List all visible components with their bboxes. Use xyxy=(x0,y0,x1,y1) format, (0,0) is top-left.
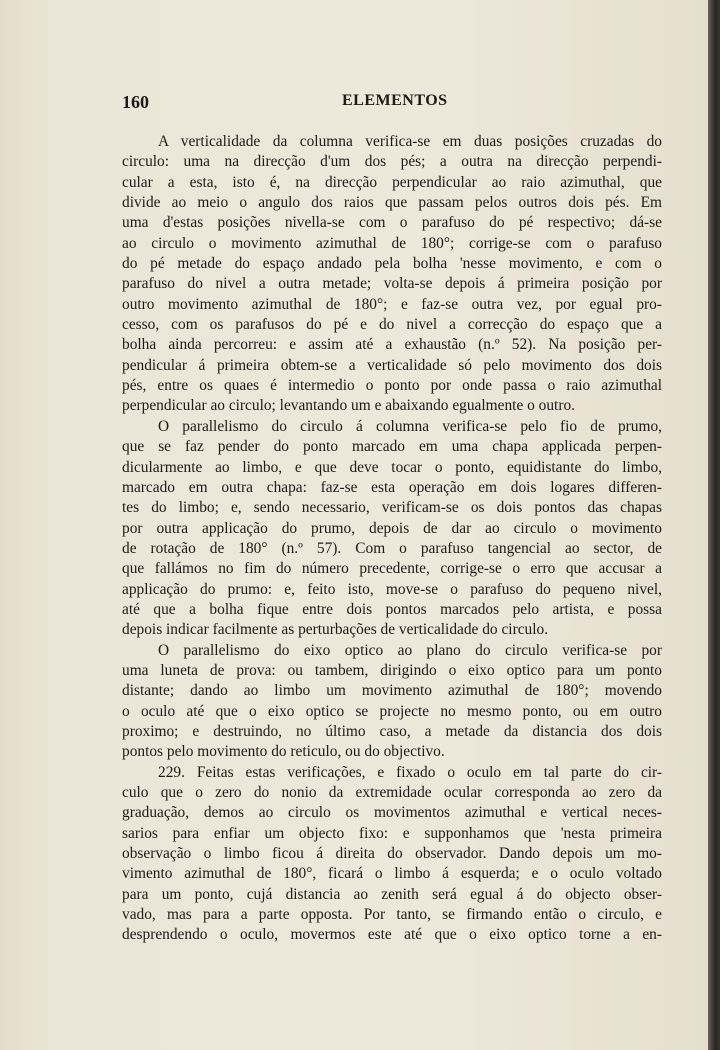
page-edge xyxy=(708,0,720,1050)
text-line: ao circulo o movimento azimuthal de 180°; corrige-se com o parafuso xyxy=(122,234,662,252)
text-line: circulo: uma na direcção d'um dos pés; a outra na direcção perpendi- xyxy=(122,153,662,171)
text-line: proximo; e destruindo, no último caso, a metade da distancia dos dois xyxy=(122,722,662,740)
text-line: dicularmente ao limbo, e que deve tocar o ponto, equidistante do limbo, xyxy=(122,458,662,476)
page-number: 160 xyxy=(122,92,149,112)
text-line: para um ponto, cujá distancia ao zenith será egual á do objecto obser- xyxy=(122,885,662,903)
text-line: cesso, com os parafusos do pé e do nivel a correcção do espaço que a xyxy=(122,316,662,334)
text-line: parafuso do nivel a outra metade; volta-se depois á primeira posição por xyxy=(122,275,662,293)
text-line: o oculo até que o eixo optico se projecte no mesmo ponto, ou em outro xyxy=(122,702,662,720)
text-line: sarios para enfiar um objecto fixo: e supponhamos que 'nesta primeira xyxy=(122,824,662,842)
text-line: distante; dando ao limbo um movimento azimuthal de 180°; movendo xyxy=(122,682,662,700)
text-line: bolha ainda percorreu: e assim até a exhaustão (n.º 52). Na posição per- xyxy=(122,336,662,354)
text-line: culo que o zero do nonio da extremidade ocular corresponda ao zero da xyxy=(122,784,662,801)
text-line: graduação, demos ao circulo os movimentos azimuthal e vertical neces- xyxy=(122,804,662,822)
text-line: tes do limbo; e, sendo necessario, verificam-se os dois pontos das chapas xyxy=(122,499,662,517)
text-line: de rotação de 180° (n.º 57). Com o parafuso tangencial ao sector, de xyxy=(122,539,662,557)
text-line: O parallelismo do eixo optico ao plano do circulo verifica-se por xyxy=(158,641,662,659)
text-line: depois indicar facilmente as perturbações de verticalidade do circulo. xyxy=(122,621,549,639)
body-text xyxy=(122,132,662,946)
text-line: que fallámos no fim do número precedente, corrige-se o erro que accusar a xyxy=(122,560,662,578)
text-line: que se faz pender do ponto marcado em uma chapa applicada perpen- xyxy=(122,438,662,456)
text-line: por outra applicação do prumo, depois de dar ao circulo o movimento xyxy=(122,519,662,537)
text-line: vado, mas para a parte opposta. Por tanto, se firmando então o circulo, e xyxy=(122,906,662,924)
text-line: pés, entre os quaes é intermedio o ponto por onde passa o raio azimuthal xyxy=(122,377,662,395)
text-line: A verticalidade da columna verifica-se em duas posições cruzadas do xyxy=(158,133,662,150)
text-line: pontos pelo movimento do reticulo, ou do objectivo. xyxy=(122,743,445,761)
text-line: 229. Feitas estas verificações, e fixado o oculo em tal parte do cir- xyxy=(158,763,662,781)
page-header xyxy=(122,92,660,116)
text-line: do pé metade do espaço andado pela bolha 'nesse movimento, e com o xyxy=(122,255,662,273)
text-line: applicação do prumo: e, feito isto, move-se o parafuso do pequeno nivel, xyxy=(122,580,662,598)
text-line: cular a esta, isto é, na direcção perpendicular ao raio azimuthal, que xyxy=(122,173,662,191)
text-line: uma luneta de prova: ou tambem, dirigindo o eixo optico para um ponto xyxy=(122,661,662,679)
running-head: ELEMENTOS xyxy=(342,92,448,109)
text-line: vimento azimuthal de 180°, ficará o limbo á esquerda; e o oculo voltado xyxy=(122,865,662,883)
text-line: uma d'estas posições nivella-se com o parafuso do pé respectivo; dá-se xyxy=(122,214,662,232)
text-line: desprendendo o oculo, movermos este até que o eixo optico torne a en- xyxy=(122,926,662,944)
text-line: até que a bolha fique entre dois pontos marcados pelo artista, e possa xyxy=(122,600,662,618)
text-line: divide ao meio o angulo dos raios que passam pelos outros dois pés. Em xyxy=(122,194,662,212)
text-line: pendicular á primeira obtem-se a verticalidade só pelo movimento dos dois xyxy=(122,356,662,374)
text-line: outro movimento azimuthal de 180°; e faz-se outra vez, por egual pro- xyxy=(122,295,662,313)
text-line: O parallelismo do circulo á columna verifica-se pelo fio de prumo, xyxy=(158,417,662,435)
text-line: perpendicular ao circulo; levantando um e abaixando egualmente o outro. xyxy=(122,397,575,415)
text-line: marcado em outra chapa: faz-se esta operação em dois logares differen- xyxy=(122,478,662,496)
text-line: observação o limbo ficou á direita do observador. Dando depois um mo- xyxy=(122,845,662,863)
